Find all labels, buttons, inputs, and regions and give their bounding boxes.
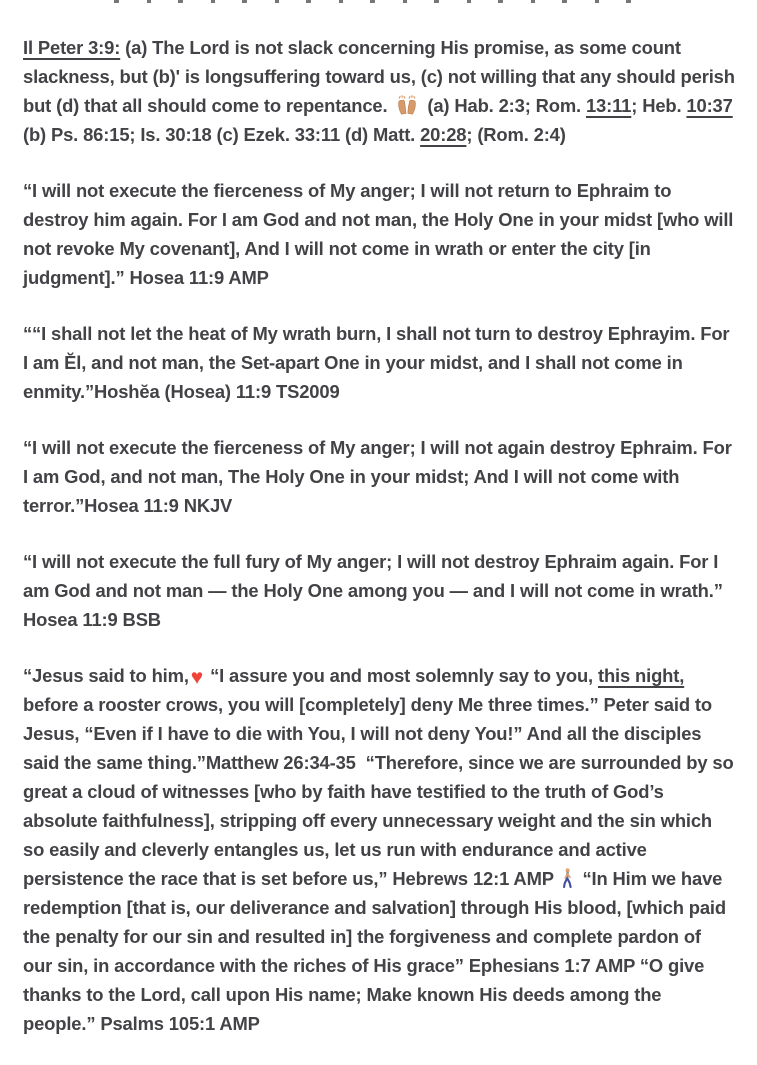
underlined-text: 10:37 — [686, 95, 733, 116]
underlined-text: this night, — [597, 665, 685, 686]
person-walking-icon — [561, 868, 574, 888]
scripture-text — [23, 33, 740, 1065]
text-run: “I will not execute the fierceness of My anger; I will not again destroy Ephraim. For I am God, and not man, The Holy One in your midst; And I will not come with terror.”Hosea 11:9 NKJV — [23, 437, 737, 516]
text-run: “I assure you and most solemnly say to you, — [205, 665, 598, 686]
underlined-text: 13:11 — [585, 95, 632, 116]
text-run: (a) Hab. 2:3; Rom. — [422, 95, 586, 116]
text-run: ; (Rom. 2:4) — [466, 124, 566, 145]
heart-icon: ♥ — [190, 666, 204, 689]
text-run: ; Heb. — [631, 95, 687, 116]
text-run: (b) Ps. 86:15; Is. 30:18 (c) Ezek. 33:11 (d) Matt. — [23, 95, 738, 145]
text-run: (a) The Lord is not slack concerning His promise, as some count slackness, but (b)' is longsuffering toward us, (c) not willing that any should perish but (d) that all should come to repentance. — [23, 37, 740, 116]
text-run: “I will not execute the fierceness of My anger; I will not return to Ephraim to destroy him again. For I am God and not man, the Holy One in your midst [who will not revoke My covenant], And I will not come in wrath or enter the city [in judgment].” Hosea 11:9 AMP — [23, 180, 739, 288]
text-run: “Jesus said to him, — [23, 665, 189, 686]
scripture-paragraph-4 — [23, 433, 735, 520]
text-run: “In Him we have redemption [that is, our deliverance and salvation] through His blood, [which paid the penalty for our sin and resulted in] the forgiveness and complete pardon of our sin, in accordance with the riches of His grace” Ephesians 1:7 AMP “O give thanks to the Lord, call upon His name; Make known His deeds among the people.” Psalms 105:1 AMP — [23, 868, 731, 1034]
underlined-text: 20:28 — [420, 124, 467, 145]
underlined-text: Il Peter 3:9: — [23, 37, 121, 58]
scripture-paragraph-3 — [23, 319, 735, 406]
scripture-paragraph-1 — [23, 33, 740, 149]
text-run: ““I shall not let the heat of My wrath burn, I shall not turn to destroy Ephrayim. For I am Ĕl, and not man, the Set-apart One in your midst, and I shall not come in enmity.”Hoshĕa (Hosea) 11:9 TS2009 — [23, 323, 735, 402]
text-run: before a rooster crows, you will [completely] deny Me three times.” Peter said to Jesus, “Even if I have to die with You, I will not deny You!” And all the disciples said the same thing.”Matthew 26:34-35 “Therefore, since we are surrounded by so great a cloud of witnesses [who by faith have testified to the truth of God’s absolute faithfulness], stripping off every unnecessary weight and the sin which so easily and cleverly entangles us, let us run with endurance and active persistence the race that is set before us,” Hebrews 12:1 AMP — [23, 665, 739, 889]
raising-hands-icon — [395, 95, 419, 115]
scripture-paragraph-6 — [23, 661, 739, 1038]
scripture-paragraph-5 — [23, 547, 735, 634]
clipped-text-top — [114, 0, 646, 3]
scripture-paragraph-2 — [23, 176, 739, 292]
text-run: “I will not execute the full fury of My anger; I will not destroy Ephraim again. For I am God and not man — the Holy One among you — and I will not come in wrath.” Hosea 11:9 BSB — [23, 551, 728, 630]
